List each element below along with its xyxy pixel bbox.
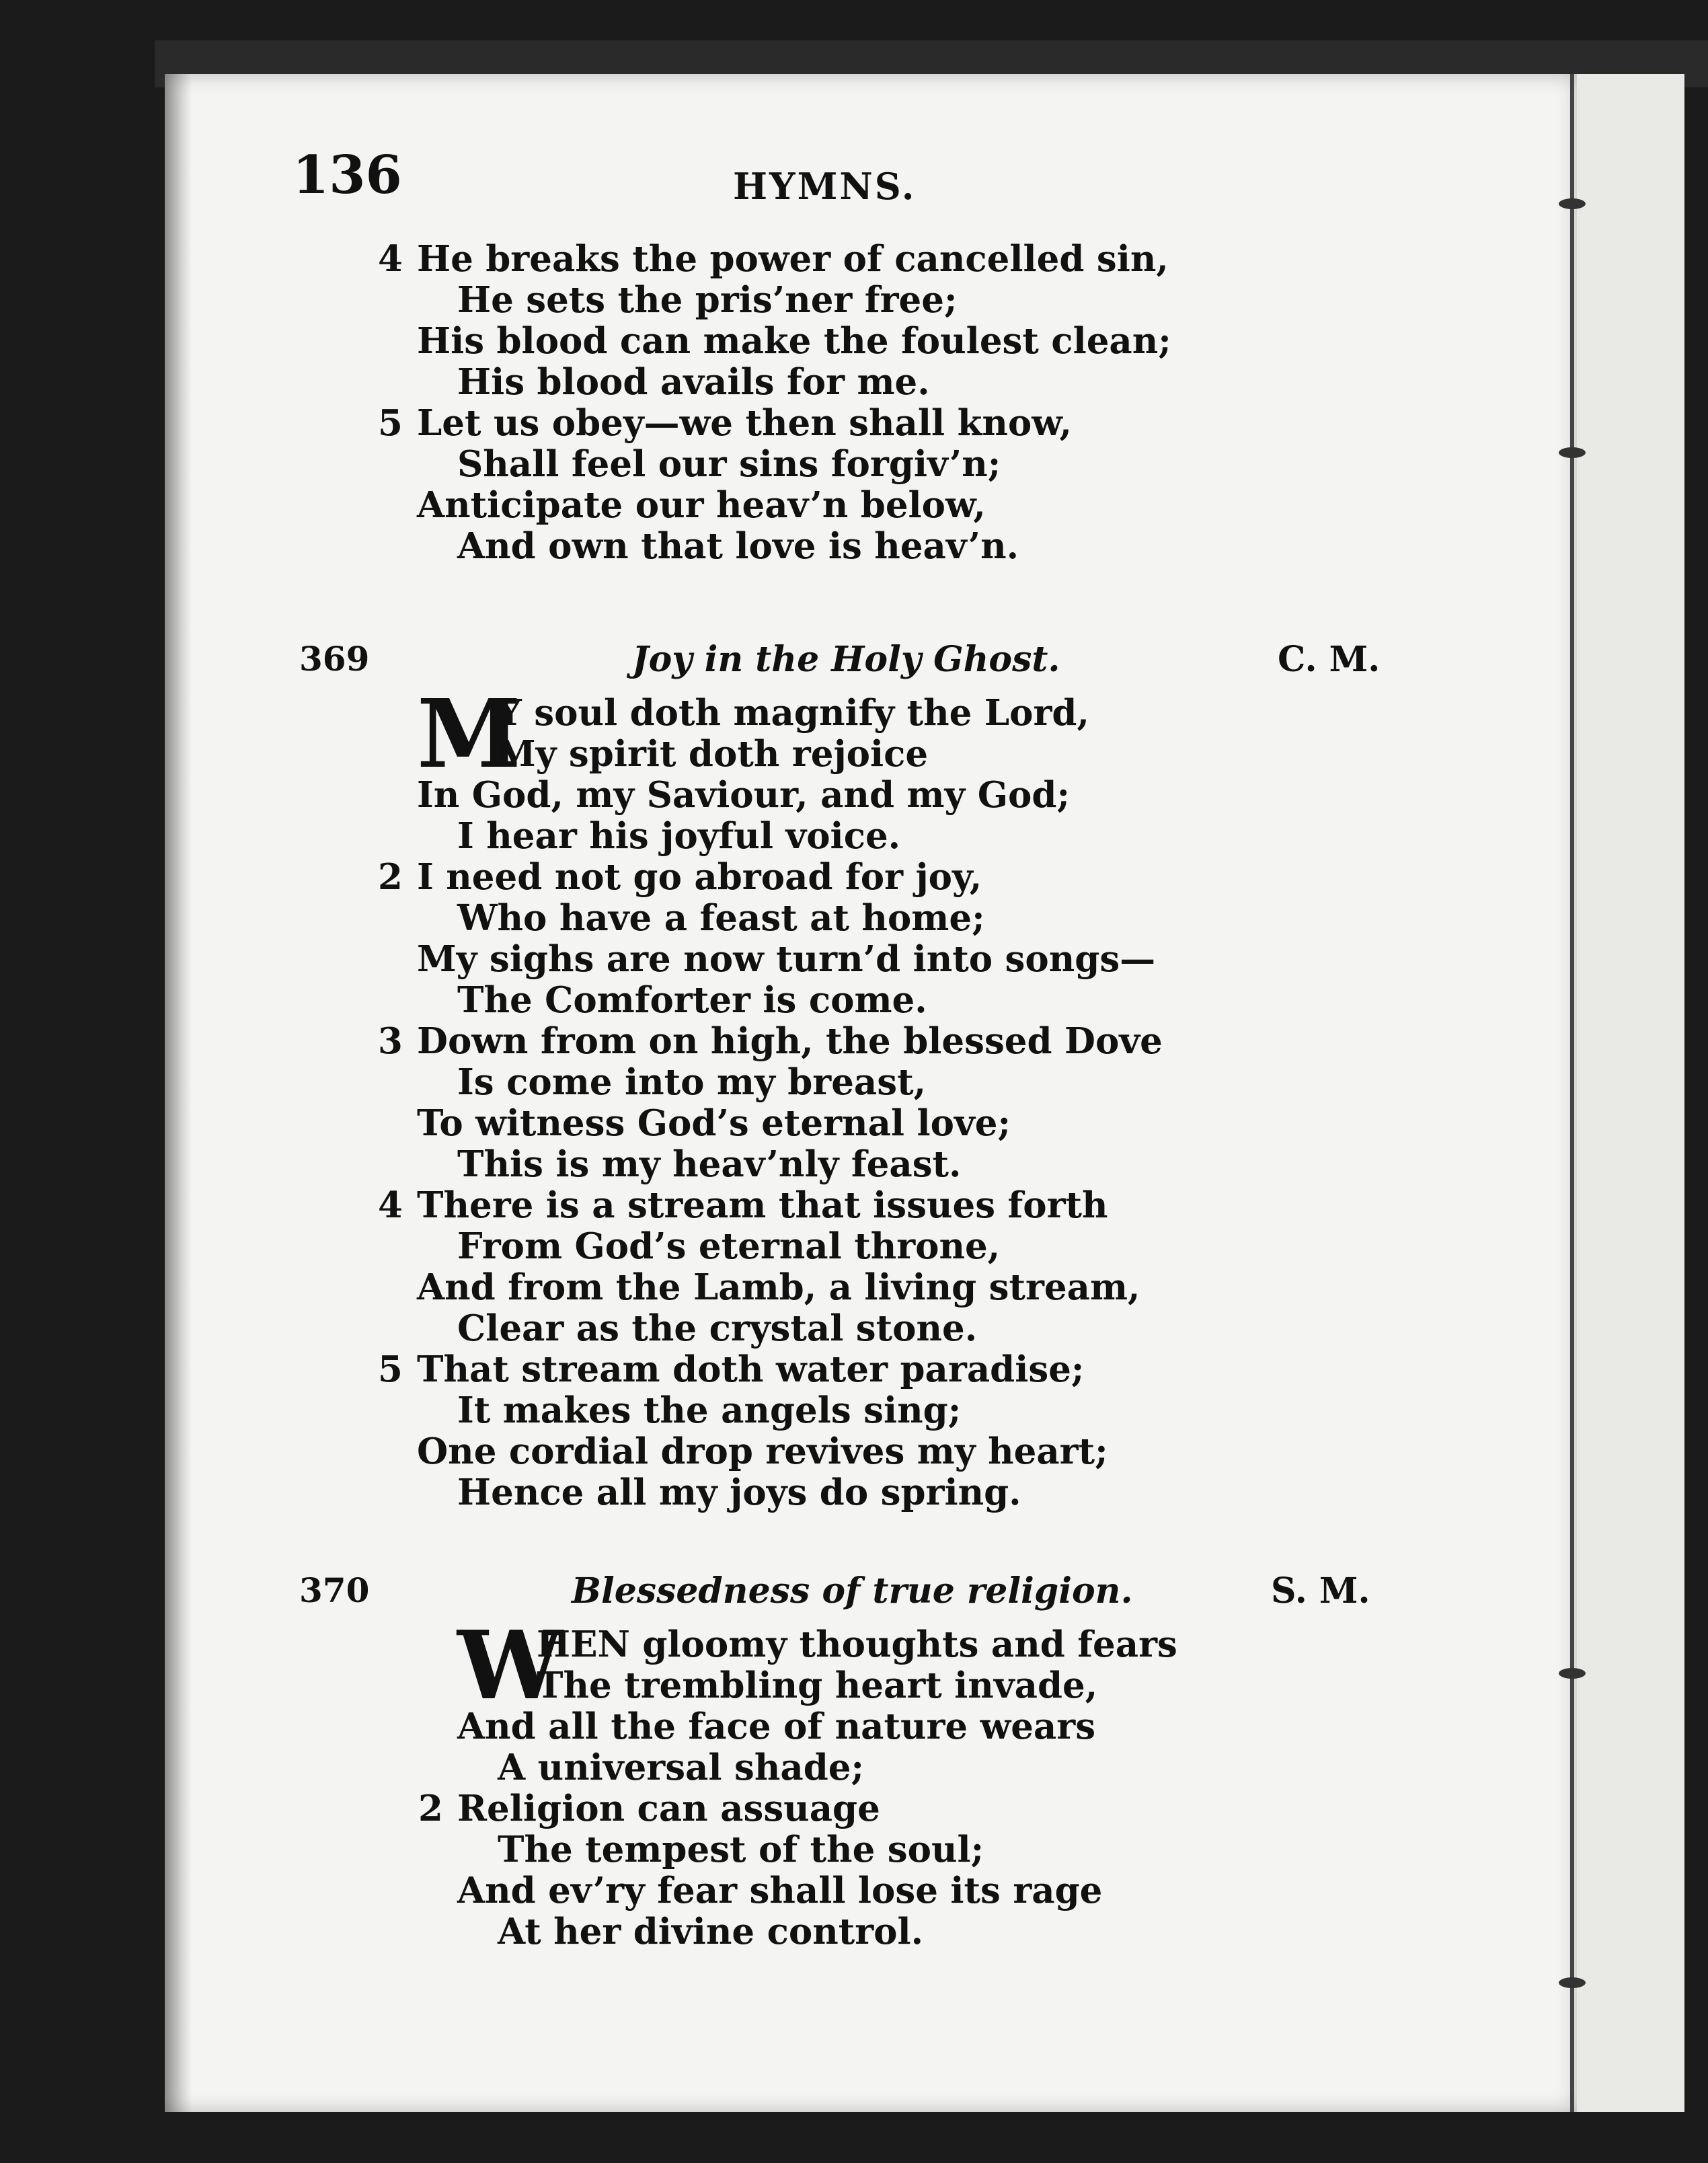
facing-page-strip <box>1577 74 1684 2112</box>
hymn-meter: C. M. <box>1278 639 1381 680</box>
drop-cap-stanza <box>457 1611 1466 1721</box>
verse-line <box>378 238 1426 280</box>
hymn-number: 369 <box>299 639 370 679</box>
verse-line <box>378 402 1426 444</box>
stanza-number: 2 <box>378 856 403 898</box>
verse-text: His blood can make the foulest clean; <box>417 320 1171 362</box>
verse-text: A universal shade; <box>498 1747 865 1788</box>
book-spine <box>1570 74 1574 2112</box>
page-number: 136 <box>293 145 402 206</box>
page-header <box>0 145 1708 208</box>
verse-line <box>417 1103 1426 1144</box>
spine-ornament <box>1559 447 1586 458</box>
spine-ornament <box>1559 1668 1586 1679</box>
verse-text: It makes the angels sing; <box>457 1390 962 1431</box>
verse-line <box>417 939 1426 980</box>
verse-line: Y soul doth magnify the Lord, <box>496 692 1089 734</box>
verse-line <box>378 856 1426 898</box>
verse-line <box>417 1431 1426 1472</box>
verse-text: And ev’ry fear shall lose its rage <box>457 1870 1103 1911</box>
verse-line <box>417 1062 1426 1103</box>
verse-line <box>417 816 1426 857</box>
verse-text: He sets the pris’ner free; <box>457 279 958 321</box>
stanza-number: 4 <box>378 1184 403 1226</box>
stanza-number: 5 <box>378 402 403 444</box>
stanza-number: 5 <box>378 1349 403 1390</box>
verse-line <box>418 1788 1466 1829</box>
verse-line <box>457 1706 1466 1747</box>
spine-ornament <box>1559 1977 1586 1988</box>
verse-text: My sighs are now turn’d into songs— <box>417 938 1156 980</box>
verse-text: Religion can assuage <box>457 1788 880 1829</box>
verse-line <box>378 1020 1426 1062</box>
hymn-title: Blessedness of true religion. <box>572 1570 1133 1611</box>
verse-line <box>417 280 1426 321</box>
verse-line <box>417 321 1426 362</box>
verse-line <box>417 1308 1426 1349</box>
verse-text: Anticipate our heav’n below, <box>417 484 986 526</box>
verse-text: I hear his joyful voice. <box>457 815 901 857</box>
verse-text: Down from on high, the blessed Dove <box>417 1020 1163 1062</box>
verse-line: The trembling heart invade, <box>537 1665 1098 1706</box>
verse-text: He breaks the power of cancelled sin, <box>417 238 1169 280</box>
verse-text: That stream doth water paradise; <box>417 1349 1085 1390</box>
verse-text: To witness God’s eternal love; <box>417 1102 1011 1144</box>
drop-cap-stanza <box>417 679 1426 790</box>
verse-text: One cordial drop revives my heart; <box>417 1431 1108 1472</box>
verse-text: Clear as the crystal stone. <box>457 1307 978 1349</box>
stanza-number: 4 <box>378 238 403 280</box>
verse-text: This is my heav’nly feast. <box>457 1143 962 1185</box>
verse-line <box>457 1747 1466 1788</box>
stanza-number: 3 <box>378 1020 403 1062</box>
hymn-370-text <box>418 1611 1466 1952</box>
verse-line: HEN gloomy thoughts and fears <box>537 1624 1177 1665</box>
verse-text: Hence all my joys do spring. <box>457 1472 1021 1513</box>
verse-line <box>457 1870 1466 1911</box>
hymn-number: 370 <box>299 1570 370 1610</box>
verse-line <box>417 1144 1426 1185</box>
verse-line: My spirit doth rejoice <box>496 733 929 775</box>
verse-line <box>417 1390 1426 1431</box>
verse-line <box>417 362 1426 403</box>
hymn-title: Joy in the Holy Ghost. <box>632 639 1060 680</box>
verse-text: And all the face of nature wears <box>457 1706 1096 1747</box>
verse-line <box>417 980 1426 1021</box>
verse-text: The Comforter is come. <box>457 979 927 1021</box>
verse-line <box>417 898 1426 939</box>
hymn-369-header <box>0 639 1708 693</box>
hymn-continuation <box>378 238 1426 567</box>
verse-text: Let us obey—we then shall know, <box>417 402 1072 444</box>
verse-text: At her divine control. <box>498 1911 924 1952</box>
verse-text: Is come into my breast, <box>457 1061 927 1103</box>
verse-text: And own that love is heav’n. <box>457 525 1019 567</box>
drop-cap: W <box>457 1611 564 1721</box>
verse-line <box>378 1349 1426 1390</box>
verse-text: From God’s eternal throne, <box>457 1225 1001 1267</box>
stanza-number: 2 <box>418 1788 443 1829</box>
verse-line <box>417 775 1426 816</box>
verse-line <box>417 526 1426 567</box>
verse-line <box>378 1184 1426 1226</box>
hymn-369-text <box>378 679 1426 1513</box>
verse-text: I need not go abroad for joy, <box>417 856 982 898</box>
page-gutter-shadow <box>165 74 192 2112</box>
running-head: HYMNS. <box>733 165 917 208</box>
verse-line <box>417 1226 1426 1267</box>
hymn-370-header <box>0 1570 1708 1624</box>
verse-line <box>457 1829 1466 1870</box>
verse-text: The tempest of the soul; <box>498 1829 984 1870</box>
verse-text: Shall feel our sins forgiv’n; <box>457 443 1001 485</box>
verse-line <box>457 1911 1466 1952</box>
verse-text: There is a stream that issues forth <box>417 1184 1108 1226</box>
verse-text: In God, my Saviour, and my God; <box>417 774 1071 816</box>
verse-text: His blood avails for me. <box>457 361 930 403</box>
verse-line <box>417 1267 1426 1308</box>
hymn-meter: S. M. <box>1271 1570 1370 1611</box>
verse-text: And from the Lamb, a living stream, <box>417 1266 1140 1308</box>
drop-cap: M <box>417 679 521 790</box>
verse-line <box>417 1472 1426 1513</box>
verse-line <box>417 485 1426 526</box>
verse-line <box>417 444 1426 485</box>
verse-text: Who have a feast at home; <box>457 897 985 939</box>
